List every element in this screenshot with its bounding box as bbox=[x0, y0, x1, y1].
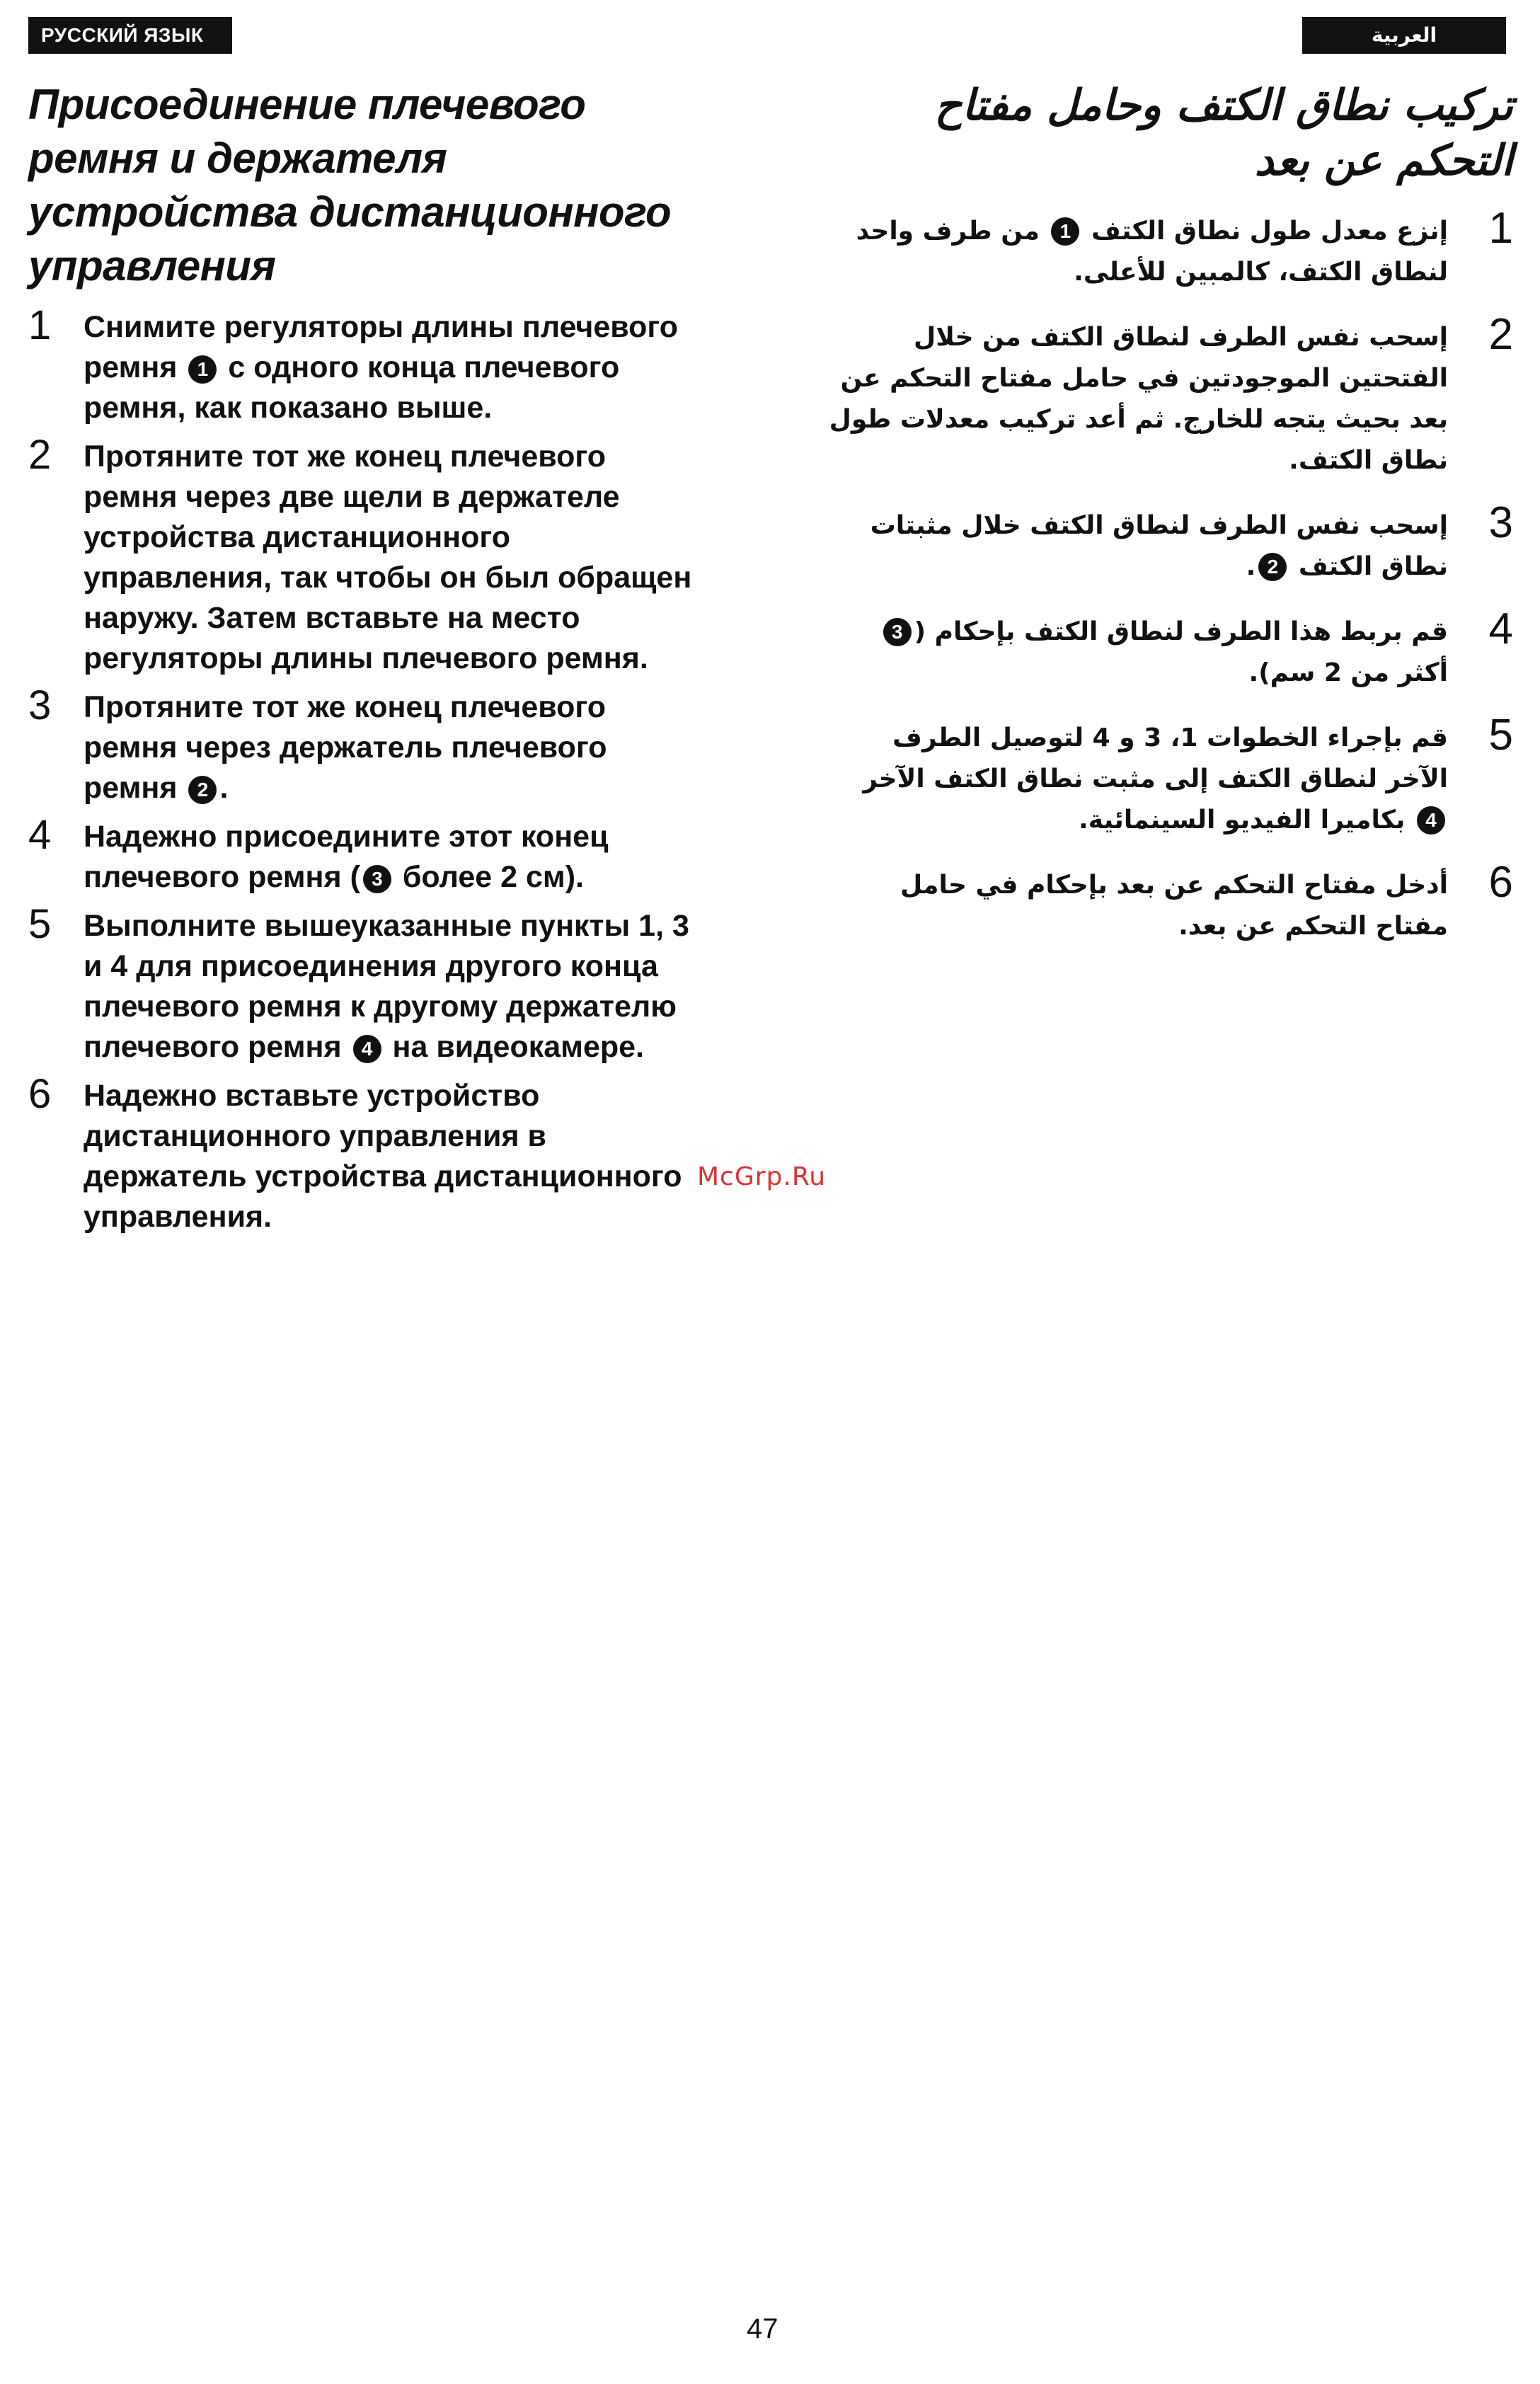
arabic-step-5 bbox=[828, 711, 1513, 841]
step-number: 5 bbox=[28, 901, 52, 947]
arabic-step-list bbox=[828, 204, 1513, 947]
russian-step-1 bbox=[28, 302, 694, 428]
step-text-part: بكاميرا الفيديو السينمائية. bbox=[1079, 806, 1406, 835]
step-text-part: Выполните вышеуказанные пункты 1, 3 и 4 для присоединения другого конца плечевого ремня к другому держателю плечевого ремня bbox=[84, 909, 689, 1064]
russian-step-3 bbox=[28, 682, 694, 808]
step-text-part: إنزع معدل طول نطاق الكتف bbox=[1091, 217, 1448, 246]
step-number: 4 bbox=[28, 812, 52, 858]
callout-number-icon: 2 bbox=[1258, 553, 1287, 581]
russian-step-5 bbox=[28, 901, 694, 1067]
arabic-step-1 bbox=[828, 204, 1513, 293]
step-text-part: Надежно присоедините этот конец плечевого ремня ( bbox=[84, 820, 609, 894]
russian-step-6 bbox=[28, 1071, 694, 1237]
watermark: McGrp.Ru bbox=[697, 1162, 827, 1191]
arabic-step-4 bbox=[828, 604, 1513, 694]
arabic-step-2 bbox=[828, 310, 1513, 481]
step-text bbox=[84, 687, 694, 808]
step-text-part: более 2 см). bbox=[402, 860, 584, 894]
step-text bbox=[84, 817, 694, 898]
step-text-part: قم بربط هذا الطرف لنطاق الكتف بإحكام ( bbox=[914, 617, 1448, 646]
russian-step-2 bbox=[28, 432, 694, 679]
step-text-part: Снимите регуляторы длины плечевого ремня bbox=[84, 310, 679, 384]
step-text-part: Протяните тот же конец плечевого ремня через две щели в держателе устройства дистанционного управления, так чтобы он был обращен наружу. Затем вставьте на место регуляторы длины плечевого ремня. bbox=[84, 440, 692, 675]
step-number: 2 bbox=[1488, 310, 1513, 359]
callout-number-icon: 4 bbox=[353, 1035, 381, 1063]
callout-number-icon: 1 bbox=[1051, 217, 1079, 246]
step-text bbox=[84, 307, 694, 428]
step-number: 1 bbox=[28, 302, 52, 348]
callout-number-icon: 1 bbox=[188, 355, 217, 384]
step-text bbox=[84, 437, 694, 679]
step-number: 5 bbox=[1488, 711, 1513, 760]
step-text-part: أدخل مفتاح التحكم عن بعد بإحكام في حامل مفتاح التحكم عن بعد. bbox=[900, 871, 1448, 941]
callout-number-icon: 4 bbox=[1417, 806, 1445, 835]
step-number: 6 bbox=[28, 1071, 52, 1117]
step-text-part: на видеокамере. bbox=[392, 1030, 644, 1064]
russian-step-4 bbox=[28, 812, 694, 898]
russian-step-list bbox=[28, 302, 694, 1237]
callout-number-icon: 2 bbox=[188, 776, 217, 804]
page-number: 47 bbox=[747, 2313, 778, 2344]
step-number: 3 bbox=[1488, 498, 1513, 547]
step-text-part: قم بإجراء الخطوات 1، 3 و 4 لتوصيل الطرف الآخر لنطاق الكتف إلى مثبت نطاق الكتف الآخر bbox=[863, 723, 1448, 793]
step-text bbox=[84, 906, 694, 1067]
step-text bbox=[828, 317, 1448, 481]
step-text-part: . bbox=[1246, 552, 1256, 581]
step-text bbox=[828, 505, 1448, 588]
arabic-column bbox=[828, 78, 1513, 971]
step-text bbox=[84, 1076, 694, 1237]
step-text-part: Протяните тот же конец плечевого ремня через держатель плечевого ремня bbox=[84, 690, 607, 805]
arabic-step-6 bbox=[828, 858, 1513, 947]
step-number: 2 bbox=[28, 432, 52, 478]
russian-section-title: Присоединение плечевого ремня и держателя устройства дистанционного управления bbox=[28, 81, 672, 290]
step-text bbox=[828, 718, 1448, 841]
russian-column bbox=[28, 78, 694, 1246]
step-number: 4 bbox=[1488, 604, 1513, 653]
step-text-part: من طرف واحد لنطاق الكتف، كالمبين للأعلى. bbox=[856, 217, 1448, 287]
arabic-step-3 bbox=[828, 498, 1513, 588]
step-text-part: إسحب نفس الطرف لنطاق الكتف خلال مثبتات نطاق الكتف bbox=[870, 511, 1448, 581]
step-text-part: с одного конца плечевого ремня, как показано выше. bbox=[84, 350, 620, 425]
step-text-part: . bbox=[219, 771, 229, 805]
callout-number-icon: 3 bbox=[363, 865, 391, 893]
language-tab-arabic: العربية bbox=[1302, 17, 1506, 54]
step-text bbox=[828, 865, 1448, 947]
step-number: 1 bbox=[1488, 204, 1513, 253]
step-number: 6 bbox=[1488, 858, 1513, 907]
step-text-part: Надежно вставьте устройство дистанционного управления в держатель устройства дистанционного управления. bbox=[84, 1079, 682, 1234]
step-text bbox=[828, 612, 1448, 694]
step-text-part: إسحب نفس الطرف لنطاق الكتف من خلال الفتحتين الموجودتين في حامل مفتاح التحكم عن بعد بحيث يتجه للخارج. ثم أعد تركيب معدلات طول نطاق الكتف. bbox=[829, 323, 1448, 475]
language-tab-russian: РУССКИЙ ЯЗЫК bbox=[28, 17, 232, 54]
step-text-part: أكثر من 2 سم). bbox=[1248, 658, 1448, 687]
callout-number-icon: 3 bbox=[883, 618, 912, 646]
step-text bbox=[828, 211, 1448, 293]
step-number: 3 bbox=[28, 682, 52, 728]
arabic-section-title: تركيب نطاق الكتف وحامل مفتاح التحكم عن بعد bbox=[934, 81, 1513, 185]
